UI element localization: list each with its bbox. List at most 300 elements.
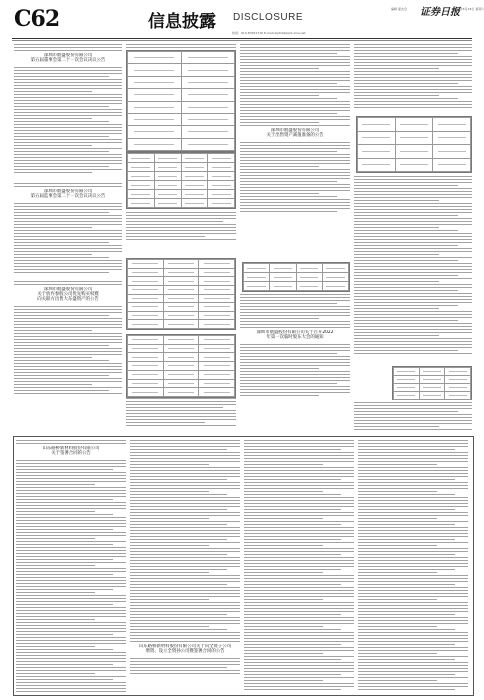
- article-column-bottom-3: [244, 440, 354, 692]
- text-line: [14, 309, 122, 310]
- text-line: [130, 605, 240, 606]
- text-line: [16, 643, 126, 644]
- text-line: [16, 478, 126, 479]
- text-line: [358, 548, 468, 549]
- text-line: [14, 76, 109, 77]
- text-line: [14, 260, 122, 261]
- text-line: [14, 142, 122, 143]
- text-line: [126, 236, 205, 237]
- text-line: [14, 306, 122, 307]
- text-line: [244, 530, 354, 531]
- text-line: [240, 297, 350, 298]
- text-line: [130, 482, 240, 483]
- text-line: [244, 491, 323, 492]
- table-cell: [128, 101, 182, 113]
- text-line: [358, 632, 468, 633]
- text-line: [358, 563, 468, 564]
- text-line: [358, 542, 468, 543]
- text-line: [240, 380, 350, 381]
- text-line: [14, 236, 122, 237]
- text-line: [16, 628, 126, 629]
- text-line: [358, 590, 468, 591]
- text-line: [14, 360, 109, 361]
- text-line: [14, 266, 122, 267]
- text-line: [240, 166, 319, 167]
- text-line: [358, 494, 455, 495]
- text-line: [354, 414, 472, 415]
- table-cell: [154, 154, 181, 163]
- text-line: [240, 47, 350, 48]
- text-line: [16, 577, 126, 578]
- text-line: [240, 122, 319, 123]
- text-line: [16, 592, 95, 593]
- table-cell: [163, 260, 199, 269]
- text-line: [244, 497, 354, 498]
- text-line: [14, 112, 122, 113]
- text-line: [244, 506, 354, 507]
- text-line: [240, 389, 350, 390]
- table-cell: [163, 388, 199, 397]
- text-line: [240, 101, 350, 102]
- text-line: [130, 521, 240, 522]
- text-line: [240, 187, 350, 188]
- text-line: [130, 542, 240, 543]
- text-line: [14, 82, 122, 83]
- text-line: [358, 623, 468, 624]
- text-line: [354, 92, 472, 93]
- text-line: [16, 670, 126, 671]
- table-cell: [163, 362, 199, 371]
- table-cell: [244, 273, 270, 282]
- text-line: [244, 542, 354, 543]
- text-line: [14, 327, 122, 328]
- text-line: [14, 339, 122, 340]
- table-cell: [128, 320, 164, 329]
- text-line: [130, 461, 240, 462]
- text-line: [240, 50, 350, 51]
- text-line: [244, 680, 323, 681]
- text-line: [14, 133, 122, 134]
- text-line: [354, 275, 458, 276]
- text-line: [244, 575, 354, 576]
- text-line: [358, 674, 455, 675]
- table-cell: [199, 370, 235, 379]
- text-line: [130, 670, 240, 671]
- text-line: [14, 233, 122, 234]
- text-line: [240, 395, 319, 396]
- table-cell: [358, 158, 396, 172]
- text-line: [130, 485, 240, 486]
- text-line: [16, 523, 126, 524]
- text-line: [16, 679, 113, 680]
- text-line: [16, 571, 126, 572]
- text-line: [14, 354, 122, 355]
- text-line: [244, 455, 354, 456]
- text-line: [14, 387, 122, 388]
- text-line: [244, 551, 354, 552]
- text-line: [240, 315, 350, 316]
- text-line: [354, 272, 472, 273]
- table-cell: [296, 264, 322, 273]
- table-cell: [199, 277, 235, 286]
- table-cell: [128, 89, 182, 101]
- text-line: [240, 77, 350, 78]
- text-line: [130, 467, 240, 468]
- text-line: [354, 185, 458, 186]
- text-line: [354, 287, 472, 288]
- text-line: [354, 417, 472, 418]
- text-line: [130, 458, 240, 459]
- text-line: [358, 500, 468, 501]
- page-number: C62: [14, 6, 60, 32]
- text-line: [244, 617, 354, 618]
- text-line: [354, 402, 472, 403]
- text-line: [244, 641, 354, 642]
- header-rule: [12, 38, 472, 39]
- text-line: [14, 203, 122, 204]
- text-line: [358, 503, 468, 504]
- table-cell: [395, 131, 433, 145]
- text-line: [126, 224, 236, 225]
- text-line: [244, 689, 341, 690]
- financial-table: [356, 116, 472, 173]
- text-line: [16, 463, 126, 464]
- text-line: [240, 68, 319, 69]
- text-line: [244, 449, 341, 450]
- text-line: [358, 671, 468, 672]
- table-cell: [128, 277, 164, 286]
- text-line: [130, 635, 240, 636]
- table-cell: [270, 264, 296, 273]
- text-line: [244, 620, 354, 621]
- table-cell: [419, 368, 445, 376]
- text-line: [14, 351, 122, 352]
- text-line: [240, 359, 350, 360]
- article-column-4: [354, 44, 472, 110]
- text-line: [240, 196, 337, 197]
- text-line: [240, 392, 350, 393]
- text-line: [126, 221, 223, 222]
- table-cell: [128, 199, 155, 208]
- text-line: [244, 686, 354, 687]
- table-cell: [208, 163, 235, 172]
- text-line: [354, 197, 472, 198]
- text-line: [358, 638, 468, 639]
- text-line: [244, 623, 354, 624]
- text-line: [16, 583, 126, 584]
- table-cell: [270, 282, 296, 291]
- table-cell: [154, 190, 181, 199]
- text-line: [14, 366, 122, 367]
- text-line: [244, 563, 354, 564]
- text-line: [358, 617, 468, 618]
- table-cell: [322, 282, 348, 291]
- text-line: [14, 230, 122, 231]
- text-line: [354, 68, 439, 69]
- table-cell: [154, 199, 181, 208]
- text-line: [240, 190, 350, 191]
- text-line: [240, 211, 337, 212]
- table-cell: [163, 379, 199, 388]
- text-line: [14, 242, 109, 243]
- issue-date: 2022年6月18日 星期六: [452, 7, 484, 11]
- table-cell: [395, 145, 433, 159]
- text-line: [240, 160, 350, 161]
- table-cell: [394, 384, 420, 392]
- text-line: [240, 80, 350, 81]
- editor-credit: 编辑 夏友会: [391, 7, 407, 11]
- text-line: [130, 563, 240, 564]
- text-line: [244, 593, 354, 594]
- text-line: [358, 656, 468, 657]
- text-line: [14, 336, 122, 337]
- text-line: [130, 476, 240, 477]
- text-line: [14, 363, 122, 364]
- text-line: [130, 446, 240, 447]
- text-line: [130, 524, 227, 525]
- financial-table: [242, 262, 350, 292]
- table-cell: [181, 89, 235, 101]
- text-line: [14, 284, 122, 285]
- text-line: [358, 611, 468, 612]
- text-line: [358, 527, 468, 528]
- text-line: [240, 199, 350, 200]
- table-cell: [445, 376, 471, 384]
- text-line: [244, 518, 323, 519]
- text-line: [16, 443, 126, 444]
- text-line: [14, 79, 122, 80]
- text-line: [244, 572, 323, 573]
- text-line: [244, 440, 354, 441]
- text-line: [16, 613, 126, 614]
- text-line: [14, 44, 122, 45]
- text-line: [126, 413, 236, 414]
- text-line: [126, 218, 236, 219]
- text-line: [14, 281, 122, 282]
- table-cell: [128, 138, 182, 150]
- text-line: [244, 488, 354, 489]
- text-line: [354, 326, 472, 327]
- text-line: [358, 593, 468, 594]
- article-column-3: [240, 44, 350, 214]
- text-line: [240, 175, 350, 176]
- text-line: [130, 551, 240, 552]
- text-line: [130, 515, 240, 516]
- text-line: [130, 527, 240, 528]
- text-line: [354, 191, 472, 192]
- text-line: [240, 65, 350, 66]
- text-line: [14, 390, 109, 391]
- text-line: [354, 203, 472, 204]
- page-header: [0, 0, 484, 36]
- text-line: [130, 602, 240, 603]
- text-line: [16, 673, 95, 674]
- table-cell: [199, 353, 235, 362]
- text-line: [354, 176, 472, 177]
- text-line: [244, 443, 354, 444]
- table-cell: [394, 376, 420, 384]
- text-line: [240, 327, 350, 328]
- table-cell: [244, 264, 270, 273]
- text-line: [240, 178, 350, 179]
- text-line: [358, 650, 468, 651]
- text-line: [14, 85, 122, 86]
- text-line: [358, 605, 468, 606]
- text-line: [14, 218, 122, 219]
- text-line: [130, 638, 240, 639]
- text-line: [14, 169, 122, 170]
- text-line: [14, 50, 122, 51]
- text-line: [16, 472, 126, 473]
- header-rule-thin: [12, 40, 472, 41]
- table-cell: [208, 172, 235, 181]
- text-line: [126, 227, 236, 228]
- text-line: [16, 646, 95, 647]
- text-line: [354, 179, 472, 180]
- article-column-bottom-4: [358, 440, 468, 692]
- text-line: [354, 320, 458, 321]
- text-line: [14, 118, 92, 119]
- text-line: [130, 566, 240, 567]
- text-line: [240, 53, 337, 54]
- table-cell: [296, 282, 322, 291]
- article-column-1: [14, 44, 122, 396]
- financial-table: [126, 258, 236, 330]
- text-line: [130, 491, 209, 492]
- text-line: [240, 377, 350, 378]
- text-line: [130, 539, 227, 540]
- text-line: [126, 407, 223, 408]
- text-line: [354, 269, 472, 270]
- text-line: [244, 662, 354, 663]
- table-cell: [244, 282, 270, 291]
- text-line: [14, 154, 122, 155]
- text-line: [358, 686, 468, 687]
- text-line: [240, 294, 350, 295]
- text-line: [130, 673, 240, 674]
- text-line: [358, 443, 468, 444]
- text-line: [130, 664, 240, 665]
- text-line: [244, 665, 354, 666]
- text-line: [16, 610, 126, 611]
- table-cell: [128, 260, 164, 269]
- text-line: [354, 429, 472, 430]
- table-cell: [128, 303, 164, 312]
- text-line: [354, 420, 472, 421]
- text-line: [354, 296, 472, 297]
- text-line: [130, 614, 227, 615]
- text-line: [14, 163, 122, 164]
- text-line: [358, 473, 468, 474]
- text-line: [354, 332, 472, 333]
- text-line: [130, 632, 240, 633]
- text-line: [14, 67, 122, 68]
- text-line: [354, 104, 472, 105]
- text-line: [130, 667, 227, 668]
- text-line: [354, 405, 472, 406]
- text-line: [130, 554, 227, 555]
- text-line: [244, 635, 354, 636]
- text-line: [16, 520, 126, 521]
- text-line: [16, 538, 95, 539]
- text-line: [354, 101, 472, 102]
- text-line: [126, 47, 236, 48]
- text-line: [244, 596, 354, 597]
- table-cell: [163, 336, 199, 345]
- text-line: [244, 560, 354, 561]
- text-line: [16, 667, 126, 668]
- text-line: [240, 365, 350, 366]
- text-line: [354, 341, 472, 342]
- text-line: [358, 641, 468, 642]
- text-line: [14, 330, 92, 331]
- text-line: [244, 461, 354, 462]
- table-cell: [163, 277, 199, 286]
- text-line: [354, 86, 472, 87]
- table-cell: [181, 138, 235, 150]
- text-line: [16, 469, 113, 470]
- text-line: [16, 586, 126, 587]
- text-line: [244, 524, 341, 525]
- table-cell: [394, 368, 420, 376]
- text-line: [244, 608, 354, 609]
- text-line: [358, 455, 468, 456]
- text-line: [240, 125, 350, 126]
- text-line: [14, 378, 122, 379]
- text-line: [240, 157, 350, 158]
- text-line: [130, 533, 240, 534]
- table-cell: [199, 311, 235, 320]
- table-cell: [154, 163, 181, 172]
- text-line: [14, 151, 109, 152]
- text-line: [16, 553, 126, 554]
- text-line: [358, 599, 437, 600]
- text-line: [358, 539, 455, 540]
- text-line: [354, 188, 472, 189]
- table-cell: [322, 264, 348, 273]
- article-title: 山东路桥新材料股份有限公司 关于签署合同的公告: [42, 446, 100, 457]
- text-line: [14, 73, 122, 74]
- text-line: [240, 119, 350, 120]
- text-line: [16, 574, 113, 575]
- text-line: [354, 242, 472, 243]
- text-line: [354, 248, 472, 249]
- text-line: [240, 321, 350, 322]
- text-line: [16, 658, 126, 659]
- text-line: [354, 317, 472, 318]
- text-line: [244, 638, 354, 639]
- text-line: [354, 218, 472, 219]
- text-line: [16, 616, 126, 617]
- text-line: [126, 401, 236, 402]
- text-line: [358, 506, 468, 507]
- text-line: [358, 677, 468, 678]
- text-line: [16, 604, 113, 605]
- text-line: [358, 533, 468, 534]
- text-line: [240, 154, 350, 155]
- text-line: [358, 512, 468, 513]
- text-line: [354, 290, 458, 291]
- text-line: [354, 194, 472, 195]
- text-line: [244, 611, 354, 612]
- text-line: [244, 587, 354, 588]
- text-line: [240, 116, 350, 117]
- table-cell: [419, 376, 445, 384]
- text-line: [130, 587, 240, 588]
- text-line: [354, 266, 472, 267]
- text-line: [130, 479, 227, 480]
- text-line: [354, 263, 472, 264]
